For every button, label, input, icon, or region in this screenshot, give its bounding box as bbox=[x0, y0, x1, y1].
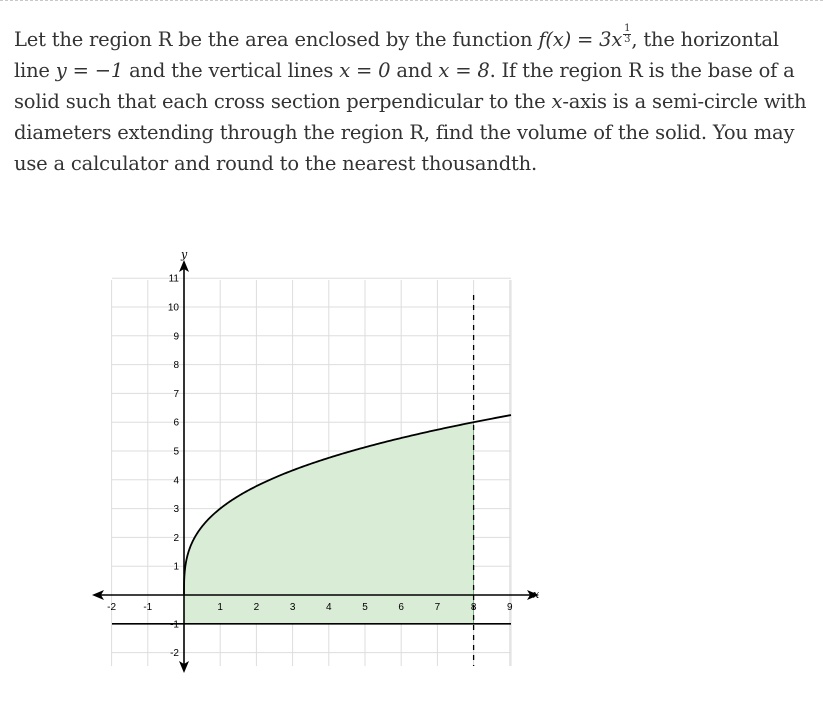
horizontal-line-equation: y = −1 bbox=[55, 59, 124, 82]
x-tick-label: 3 bbox=[289, 602, 296, 613]
x-tick-label: -2 bbox=[107, 602, 117, 613]
vertical-line-equation-0: x = 0 bbox=[339, 59, 391, 82]
x-tick-label: -1 bbox=[143, 602, 153, 613]
y-tick-label: 6 bbox=[173, 417, 179, 429]
y-tick-label: 4 bbox=[173, 475, 179, 487]
problem-text-1: Let the region R be the area enclosed by the function bbox=[14, 28, 539, 51]
exponent-numerator: 1 bbox=[624, 23, 631, 34]
y-tick-label: -2 bbox=[170, 648, 179, 660]
y-tick-label: 8 bbox=[173, 360, 179, 372]
exponent-denominator: 3 bbox=[624, 34, 631, 45]
y-tick-label: 11 bbox=[168, 273, 179, 285]
y-tick-label: 10 bbox=[167, 302, 179, 314]
problem-text-3: and the vertical lines bbox=[123, 59, 340, 82]
x-tick-label: 9 bbox=[507, 602, 513, 613]
y-tick-label: 3 bbox=[173, 504, 179, 516]
vertical-line-equation-8: x = 8 bbox=[438, 59, 490, 82]
x-tick-label: 5 bbox=[362, 602, 368, 613]
x-variable: x bbox=[551, 90, 563, 113]
y-tick-label: 1 bbox=[173, 561, 179, 573]
x-tick-label: 8 bbox=[470, 602, 477, 613]
x-tick-label: 4 bbox=[326, 602, 332, 613]
y-tick-label: 5 bbox=[173, 446, 179, 458]
x-axis-label: x bbox=[533, 588, 540, 601]
problem-text-5: . If the region R is the base of a solid such that each cross section perpendicular to the bbox=[14, 59, 795, 113]
y-axis-label: y bbox=[181, 248, 188, 261]
y-tick-label: 2 bbox=[173, 532, 179, 544]
y-tick-label: -1 bbox=[170, 619, 179, 631]
x-tick-label: 2 bbox=[253, 602, 260, 613]
y-tick-label: 9 bbox=[173, 331, 179, 343]
x-tick-label: 6 bbox=[398, 602, 404, 613]
problem-text-2: , the horizontal line bbox=[14, 28, 779, 82]
problem-text-4: and bbox=[390, 59, 439, 82]
y-tick-label: 7 bbox=[173, 388, 179, 400]
x-tick-label: 1 bbox=[217, 602, 223, 613]
function-expression: f(x) = 3x bbox=[538, 28, 623, 51]
x-tick-label: 7 bbox=[434, 602, 441, 613]
problem-text-6: -axis is a semi-circle with diameters extending through the region R, find the volume of the solid. You may use a calculator and round to the nearest thousandth. bbox=[14, 90, 807, 175]
